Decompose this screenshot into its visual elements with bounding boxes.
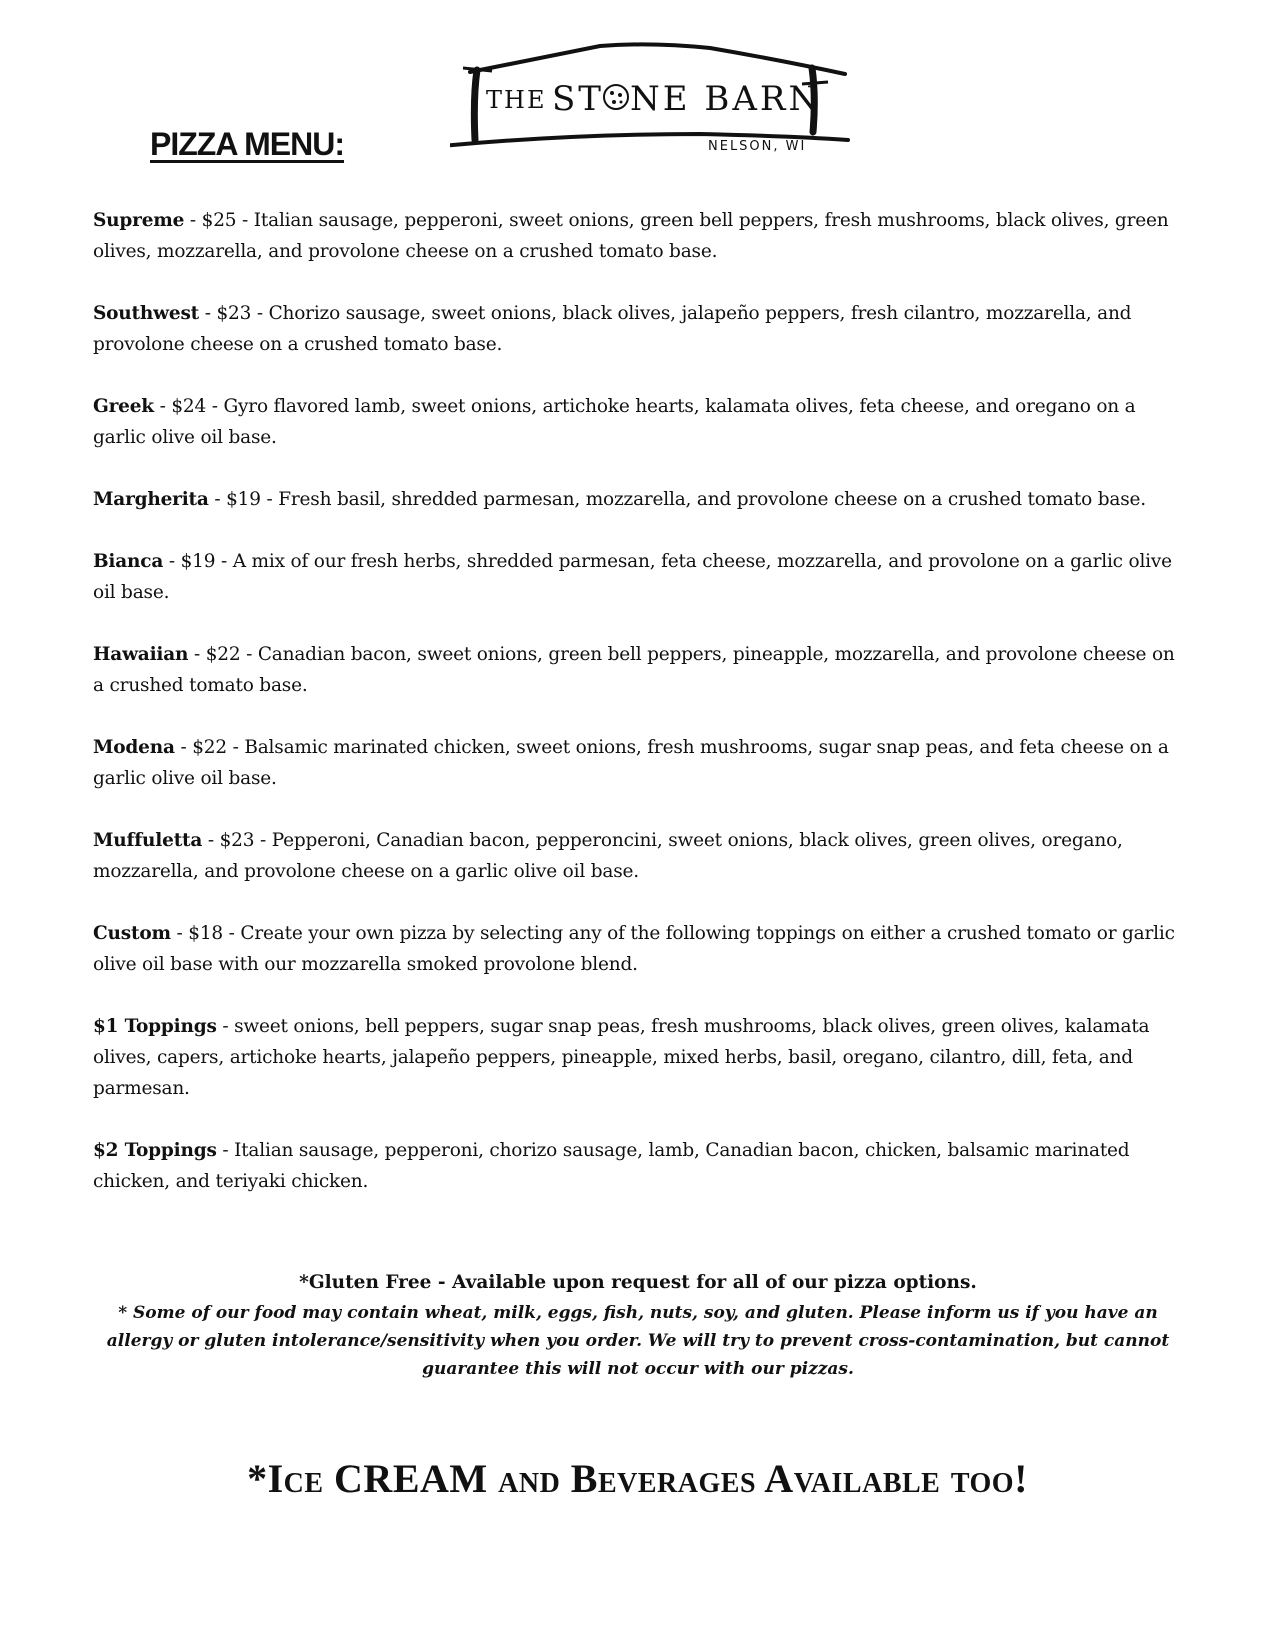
svg-text:NELSON, WI: NELSON, WI — [708, 139, 807, 154]
menu-item-description: Create your own pizza by selecting any of the following toppings on either a crushed tomato or garlic olive oil base with our mozzarella smoked provolone blend. — [93, 923, 1175, 975]
menu-item-name: Custom — [93, 923, 171, 944]
menu-item-name: Margherita — [93, 489, 209, 510]
menu-item-name: Hawaiian — [93, 644, 189, 665]
menu-item-muffuletta: Muffuletta - $23 - Pepperoni, Canadian bacon, pepperoncini, sweet onions, black olives, green olives, oregano, mozzarella, and provolone cheese on a garlic olive oil base. — [93, 830, 1123, 882]
menu-item-southwest: Southwest - $23 - Chorizo sausage, sweet onions, black olives, jalapeño peppers, fresh cilantro, mozzarella, and provolone cheese on a crushed tomato base. — [93, 303, 1132, 355]
svg-text:THE: THE — [486, 86, 547, 114]
menu-item-margherita: Margherita - $19 - Fresh basil, shredded parmesan, mozzarella, and provolone cheese on a crushed tomato base. — [93, 489, 1146, 510]
menu-item-description: Balsamic marinated chicken, sweet onions, fresh mushrooms, sugar snap peas, and feta cheese on a garlic olive oil base. — [93, 737, 1169, 789]
menu-item-price: $25 — [201, 210, 237, 231]
stone-barn-logo — [450, 38, 900, 168]
toppings-description: Italian sausage, pepperoni, chorizo sausage, lamb, Canadian bacon, chicken, balsamic marinated chicken, and teriyaki chicken. — [93, 1140, 1130, 1192]
menu-item-bianca: Bianca - $19 - A mix of our fresh herbs, shredded parmesan, feta cheese, mozzarella, and provolone on a garlic olive oil base. — [93, 551, 1172, 603]
menu-item-description: Fresh basil, shredded parmesan, mozzarella, and provolone cheese on a crushed tomato base. — [278, 489, 1146, 510]
menu-item-price: $19 — [180, 551, 216, 572]
menu-item-description: Gyro flavored lamb, sweet onions, artichoke hearts, kalamata olives, feta cheese, and oregano on a garlic olive oil base. — [93, 396, 1136, 448]
pizza-menu-list — [93, 205, 1183, 1228]
toppings-description: sweet onions, bell peppers, sugar snap peas, fresh mushrooms, black olives, green olives, kalamata olives, capers, artichoke hearts, jalapeño peppers, pineapple, mixed herbs, basil, oregano, cilantro, dill, feta, and parmesan. — [93, 1016, 1150, 1099]
menu-item-price: $19 — [226, 489, 261, 510]
menu-item-name: Muffuletta — [93, 830, 203, 851]
menu-item-description: Canadian bacon, sweet onions, green bell peppers, pineapple, mozzarella, and provolone cheese on a crushed tomato base. — [93, 644, 1175, 696]
menu-item-greek: Greek - $24 - Gyro flavored lamb, sweet onions, artichoke hearts, kalamata olives, feta cheese, and oregano on a garlic olive oil base. — [93, 396, 1136, 448]
menu-item-description: A mix of our fresh herbs, shredded parmesan, feta cheese, mozzarella, and provolone on a garlic olive oil base. — [93, 551, 1172, 603]
menu-item-hawaiian: Hawaiian - $22 - Canadian bacon, sweet onions, green bell peppers, pineapple, mozzarella, and provolone cheese on a crushed tomato base. — [93, 644, 1175, 696]
menu-item-name: Greek — [93, 396, 154, 417]
menu-item-name: Southwest — [93, 303, 200, 324]
menu-item-custom: Custom - $18 - Create your own pizza by selecting any of the following toppings on either a crushed tomato or garlic olive oil base with our mozzarella smoked provolone blend. — [93, 923, 1175, 975]
menu-item-supreme: Supreme - $25 - Italian sausage, pepperoni, sweet onions, green bell peppers, fresh mushrooms, black olives, green olives, mozzarella, and provolone cheese on a crushed tomato base. — [93, 210, 1169, 262]
toppings-name: $2 Toppings — [93, 1140, 217, 1161]
page-title: PIZZA MENU: — [150, 126, 345, 162]
menu-item-price: $22 — [205, 644, 241, 665]
menu-item-description: Chorizo sausage, sweet onions, black olives, jalapeño peppers, fresh cilantro, mozzarella, and provolone cheese on a crushed tomato base. — [93, 303, 1132, 355]
menu-item-modena: Modena - $22 - Balsamic marinated chicken, sweet onions, fresh mushrooms, sugar snap peas, and feta cheese on a garlic olive oil base. — [93, 737, 1169, 789]
menu-item-price: $23 — [216, 303, 252, 324]
toppings-1-dollar: $1 Toppings - sweet onions, bell peppers, sugar snap peas, fresh mushrooms, black olives, green olives, kalamata olives, capers, artichoke hearts, jalapeño peppers, pineapple, mixed herbs, basil, oregano, cilantro, dill, feta, and parmesan. — [93, 1016, 1150, 1099]
gluten-free-note: *Gluten Free - Available upon request for all of our pizza options. — [299, 1272, 977, 1293]
menu-item-name: Supreme — [93, 210, 185, 231]
menu-item-description: Pepperoni, Canadian bacon, pepperoncini, sweet onions, black olives, green olives, oregano, mozzarella, and provolone cheese on a garlic olive oil base. — [93, 830, 1123, 882]
svg-text:NE BARN: NE BARN — [630, 79, 822, 119]
menu-item-name: Modena — [93, 737, 175, 758]
menu-item-price: $18 — [188, 923, 223, 944]
menu-item-price: $22 — [192, 737, 227, 758]
toppings-2-dollar: $2 Toppings - Italian sausage, pepperoni, chorizo sausage, lamb, Canadian bacon, chicken, balsamic marinated chicken, and teriyaki chicken. — [93, 1140, 1130, 1192]
menu-item-name: Bianca — [93, 551, 164, 572]
menu-item-price: $24 — [171, 396, 207, 417]
allergy-note: * Some of our food may contain wheat, milk, eggs, fish, nuts, soy, and gluten. Please inform us if you have an allergy or gluten intolerance/sensitivity when you order. We will try to prevent cross-contamination, but cannot guarantee this will not occur with our pizzas. — [106, 1303, 1170, 1379]
ice-cream-banner: *Ice CREAM and Beverages Available too! — [247, 1456, 1028, 1501]
toppings-name: $1 Toppings — [93, 1016, 217, 1037]
svg-text:ST: ST — [552, 79, 604, 119]
menu-item-description: Italian sausage, pepperoni, sweet onions, green bell peppers, fresh mushrooms, black olives, green olives, mozzarella, and provolone cheese on a crushed tomato base. — [93, 210, 1169, 262]
menu-item-price: $23 — [219, 830, 255, 851]
